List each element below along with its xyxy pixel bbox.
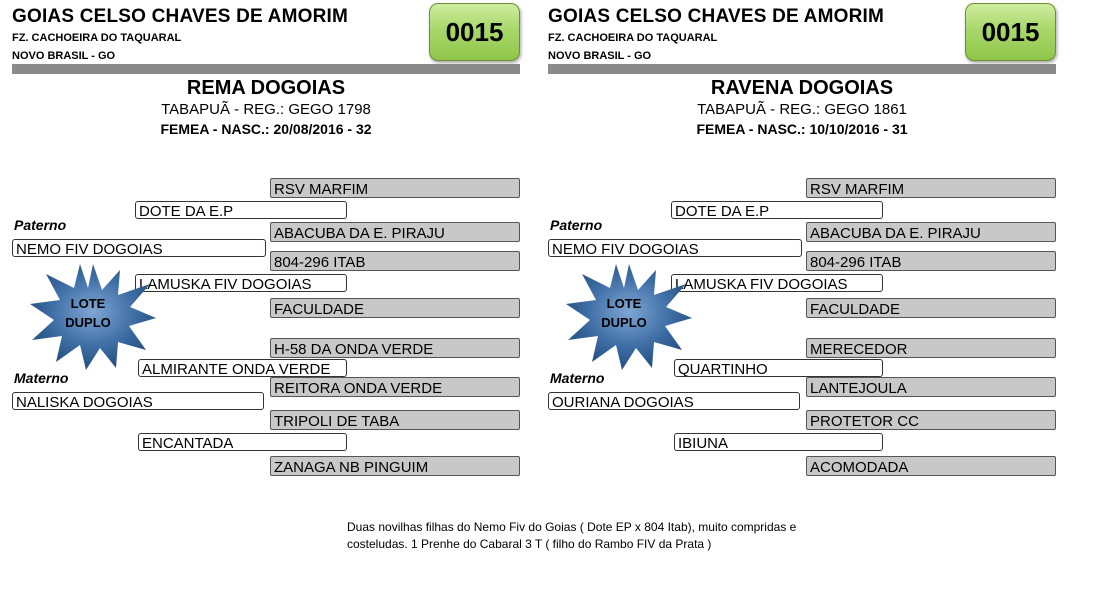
- sire-dam-sire: 804-296 ITAB: [806, 251, 1056, 271]
- dam-dam: IBIUNA: [674, 433, 883, 451]
- lote-duplo-label: [52, 294, 124, 332]
- animal-name: REMA DOGOIAS: [186, 77, 346, 99]
- materno-label: Materno: [550, 370, 605, 386]
- sire-sire-dam: ABACUBA DA E. PIRAJU: [806, 222, 1056, 242]
- dam: NALISKA DOGOIAS: [12, 392, 264, 410]
- animal-card-right: [548, 0, 1056, 490]
- duplo-text: DUPLO: [65, 315, 111, 330]
- sire-sire: DOTE DA E.P: [671, 201, 883, 219]
- dam-sire: QUARTINHO: [674, 359, 883, 377]
- animal-sex-birth: FEMEA - NASC.: 10/10/2016 - 31: [696, 121, 908, 137]
- sire-dam-dam: FACULDADE: [270, 298, 520, 318]
- dam-dam-sire: TRIPOLI DE TABA: [270, 410, 520, 430]
- paterno-label: Paterno: [14, 217, 67, 233]
- sire-dam-sire: 804-296 ITAB: [270, 251, 520, 271]
- farm-name: GOIAS CELSO CHAVES DE AMORIM: [548, 6, 885, 27]
- animal-registration: TABAPUÃ - REG.: GEGO 1798: [161, 101, 371, 118]
- sire-dam-dam: FACULDADE: [806, 298, 1056, 318]
- dam-sire-sire: MERECEDOR: [806, 338, 1056, 358]
- sire-sire-sire: RSV MARFIM: [270, 178, 520, 198]
- sire-sire: DOTE DA E.P: [135, 201, 347, 219]
- sire-sire-sire: RSV MARFIM: [806, 178, 1056, 198]
- duplo-text: DUPLO: [601, 315, 647, 330]
- header-divider: [548, 64, 1056, 74]
- animal-registration: TABAPUÃ - REG.: GEGO 1861: [697, 101, 907, 118]
- lot-number-badge: 0015: [429, 3, 520, 61]
- sire: NEMO FIV DOGOIAS: [12, 239, 266, 257]
- dam-sire-dam: REITORA ONDA VERDE: [270, 377, 520, 397]
- lot-description-note: [347, 519, 867, 553]
- dam-sire: ALMIRANTE ONDA VERDE: [138, 359, 347, 377]
- paterno-label: Paterno: [550, 217, 603, 233]
- dam-sire-sire: H-58 DA ONDA VERDE: [270, 338, 520, 358]
- dam: OURIANA DOGOIAS: [548, 392, 800, 410]
- farm-name: GOIAS CELSO CHAVES DE AMORIM: [12, 6, 349, 27]
- farm-location: FZ. CACHOEIRA DO TAQUARAL: [548, 32, 718, 44]
- animal-card-left: [12, 0, 520, 490]
- lot-number-badge: 0015: [965, 3, 1056, 61]
- sire-sire-dam: ABACUBA DA E. PIRAJU: [270, 222, 520, 242]
- sire-dam: LAMUSKA FIV DOGOIAS: [671, 274, 883, 292]
- sire: NEMO FIV DOGOIAS: [548, 239, 802, 257]
- animal-name: RAVENA DOGOIAS: [710, 77, 894, 99]
- sire-dam: LAMUSKA FIV DOGOIAS: [135, 274, 347, 292]
- note-line-1: Duas novilhas filhas do Nemo Fiv do Goias ( Dote EP x 804 Itab), muito compridas e: [347, 520, 797, 534]
- farm-city: NOVO BRASIL - GO: [12, 50, 116, 62]
- animal-sex-birth: FEMEA - NASC.: 20/08/2016 - 32: [160, 121, 372, 137]
- dam-dam-dam: ZANAGA NB PINGUIM: [270, 456, 520, 476]
- dam-dam-dam: ACOMODADA: [806, 456, 1056, 476]
- farm-city: NOVO BRASIL - GO: [548, 50, 652, 62]
- note-line-2: costeludas. 1 Prenhe do Cabaral 3 T ( filho do Rambo FIV da Prata ): [347, 537, 712, 551]
- lote-text: LOTE: [606, 296, 642, 311]
- header-divider: [12, 64, 520, 74]
- lote-text: LOTE: [70, 296, 106, 311]
- dam-dam: ENCANTADA: [138, 433, 347, 451]
- dam-dam-sire: PROTETOR CC: [806, 410, 1056, 430]
- lote-duplo-label: [588, 294, 660, 332]
- dam-sire-dam: LANTEJOULA: [806, 377, 1056, 397]
- materno-label: Materno: [14, 370, 69, 386]
- farm-location: FZ. CACHOEIRA DO TAQUARAL: [12, 32, 182, 44]
